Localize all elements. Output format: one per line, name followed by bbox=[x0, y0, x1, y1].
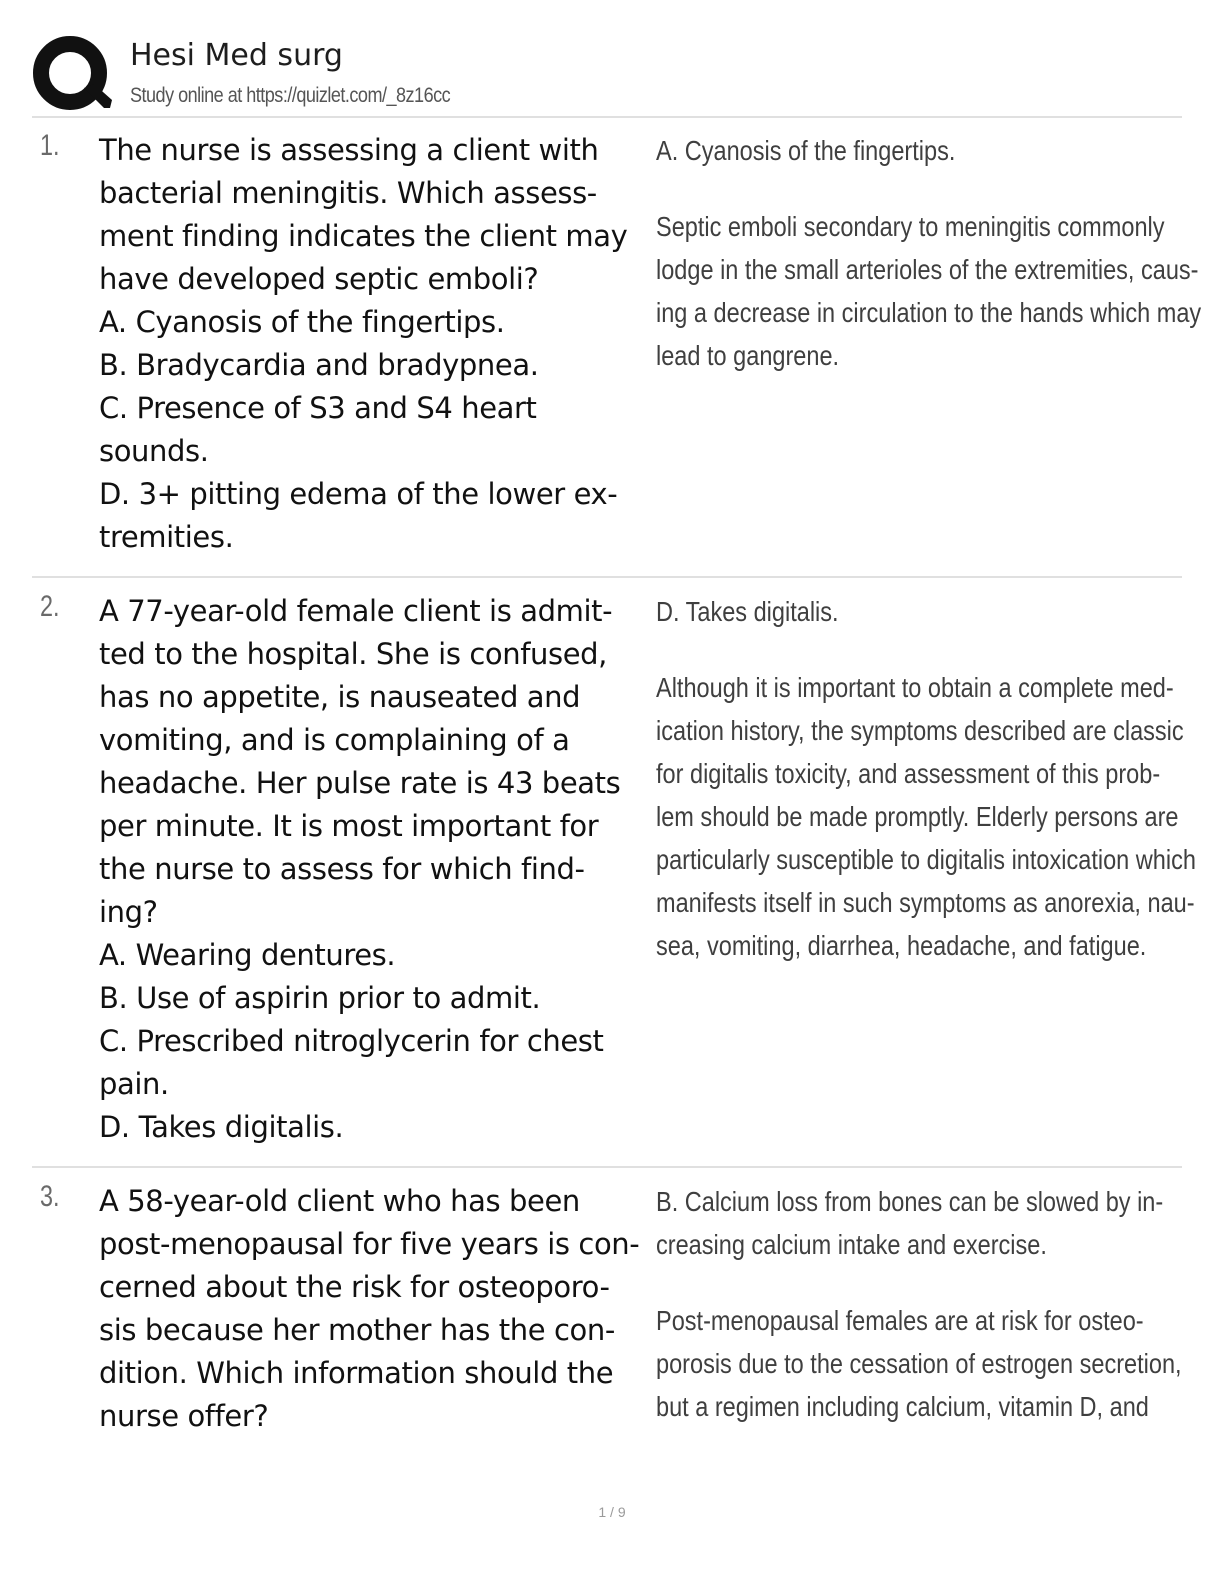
question-line: C. Prescribed nitroglycerin for chest bbox=[99, 1024, 604, 1058]
card-number: 1. bbox=[40, 129, 60, 162]
explanation-line: lodge in the small arterioles of the extremities, caus- bbox=[656, 254, 1199, 285]
explanation-line: ication history, the symptoms described are classic bbox=[656, 715, 1184, 746]
card-number: 3. bbox=[40, 1180, 60, 1213]
question-line: tremities. bbox=[99, 520, 234, 554]
explanation-line: manifests itself in such symptoms as anorexia, nau- bbox=[656, 887, 1195, 918]
question-line: A. Wearing dentures. bbox=[99, 938, 396, 972]
explanation-line: for digitalis toxicity, and assessment of this prob- bbox=[656, 758, 1161, 789]
question-line: bacterial meningitis. Which assess- bbox=[99, 176, 597, 210]
answer-line: B. Calcium loss from bones can be slowed by in- bbox=[656, 1186, 1164, 1217]
card-answer bbox=[656, 590, 1196, 967]
question-line: sis because her mother has the con- bbox=[99, 1313, 615, 1347]
question-line: vomiting, and is complaining of a bbox=[99, 723, 570, 757]
question-line: ing? bbox=[99, 895, 158, 929]
flashcard-3 bbox=[32, 1180, 1182, 1450]
explanation-line: Although it is important to obtain a complete med- bbox=[656, 672, 1174, 703]
question-line: cerned about the risk for osteoporo- bbox=[99, 1270, 610, 1304]
header-divider bbox=[32, 116, 1182, 118]
question-line: D. Takes digitalis. bbox=[99, 1110, 344, 1144]
question-line: dition. Which information should the bbox=[99, 1356, 614, 1390]
card-question bbox=[99, 129, 659, 559]
question-line: nurse offer? bbox=[99, 1399, 269, 1433]
question-line: B. Bradycardia and bradypnea. bbox=[99, 348, 539, 382]
answer-line: A. Cyanosis of the fingertips. bbox=[656, 135, 956, 166]
card-answer bbox=[656, 129, 1202, 377]
explanation-line: Post-menopausal females are at risk for osteo- bbox=[656, 1305, 1144, 1336]
question-line: A. Cyanosis of the fingertips. bbox=[99, 305, 505, 339]
explanation-line: particularly susceptible to digitalis intoxication which bbox=[656, 844, 1196, 875]
question-line: sounds. bbox=[99, 434, 209, 468]
question-line: ment finding indicates the client may bbox=[99, 219, 628, 253]
question-line: has no appetite, is nauseated and bbox=[99, 680, 581, 714]
page-indicator: 1 / 9 bbox=[598, 1504, 626, 1520]
question-line: post-menopausal for five years is con- bbox=[99, 1227, 640, 1261]
question-line: A 77-year-old female client is admit- bbox=[99, 594, 613, 628]
card-divider bbox=[32, 1166, 1182, 1168]
question-line: have developed septic emboli? bbox=[99, 262, 539, 296]
question-line: The nurse is assessing a client with bbox=[99, 133, 599, 167]
card-question bbox=[99, 1180, 659, 1438]
question-line: C. Presence of S3 and S4 heart bbox=[99, 391, 537, 425]
explanation-line: but a regimen including calcium, vitamin D, and bbox=[656, 1391, 1149, 1422]
set-title: Hesi Med surg bbox=[130, 38, 343, 73]
question-line: D. 3+ pitting edema of the lower ex- bbox=[99, 477, 618, 511]
quizlet-logo-icon bbox=[32, 36, 112, 112]
card-divider bbox=[32, 576, 1182, 578]
explanation-line: porosis due to the cessation of estrogen secretion, bbox=[656, 1348, 1182, 1379]
page-header bbox=[32, 34, 1182, 118]
explanation-line: lem should be made promptly. Elderly persons are bbox=[656, 801, 1179, 832]
question-line: A 58-year-old client who has been bbox=[99, 1184, 580, 1218]
card-number: 2. bbox=[40, 590, 60, 623]
answer-line: creasing calcium intake and exercise. bbox=[656, 1229, 1047, 1260]
question-line: B. Use of aspirin prior to admit. bbox=[99, 981, 541, 1015]
card-answer bbox=[656, 1180, 1182, 1428]
explanation-line: Septic emboli secondary to meningitis commonly bbox=[656, 211, 1165, 242]
question-line: ted to the hospital. She is confused, bbox=[99, 637, 607, 671]
explanation-line: sea, vomiting, diarrhea, headache, and fatigue. bbox=[656, 930, 1147, 961]
card-question bbox=[99, 590, 659, 1149]
flashcard-1 bbox=[32, 129, 1202, 559]
explanation-line: ing a decrease in circulation to the hands which may bbox=[656, 297, 1202, 328]
answer-line: D. Takes digitalis. bbox=[656, 596, 839, 627]
question-line: headache. Her pulse rate is 43 beats bbox=[99, 766, 621, 800]
question-line: pain. bbox=[99, 1067, 169, 1101]
flashcard-2 bbox=[32, 590, 1196, 1150]
explanation-line: lead to gangrene. bbox=[656, 340, 840, 371]
question-line: the nurse to assess for which find- bbox=[99, 852, 585, 886]
question-line: per minute. It is most important for bbox=[99, 809, 599, 843]
set-source-link[interactable]: Study online at https://quizlet.com/_8z16cc bbox=[130, 84, 451, 107]
